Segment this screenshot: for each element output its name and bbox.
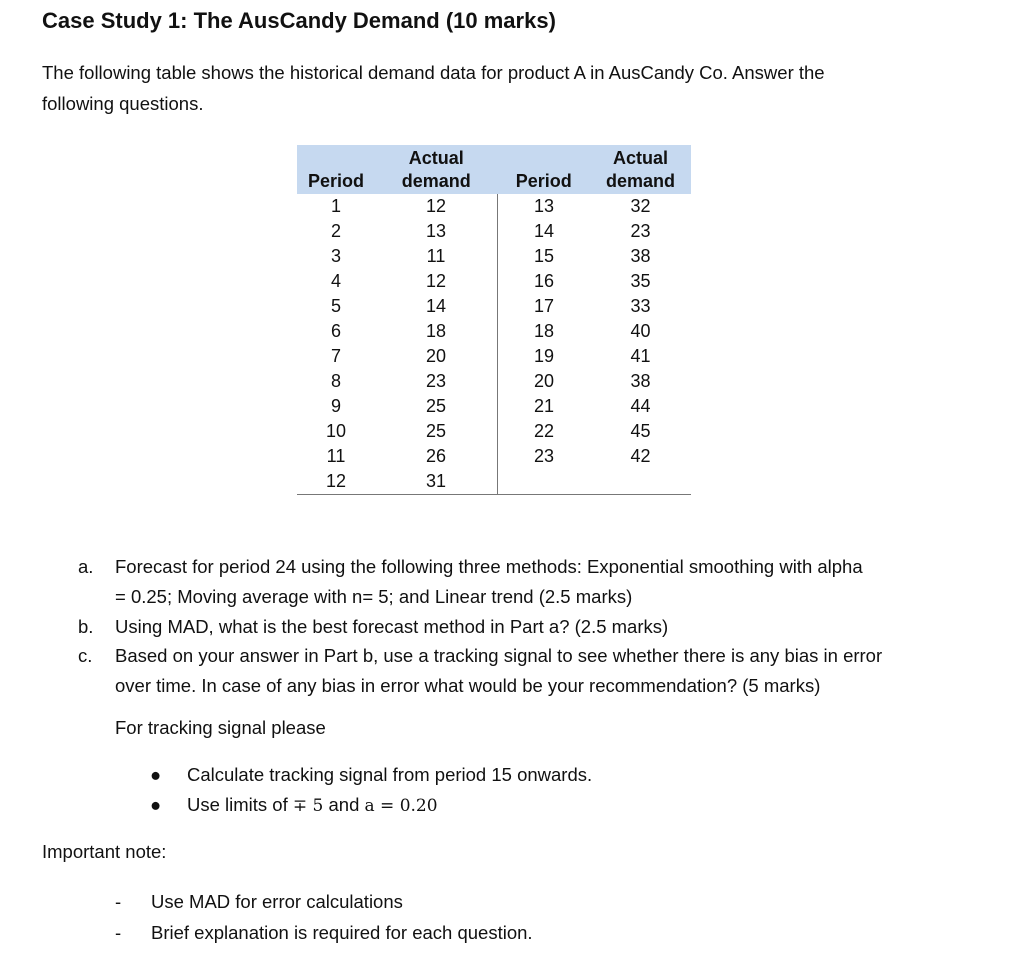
question-b-line-1: Using MAD, what is the best forecast method in Part a? (2.5 marks) (115, 616, 669, 637)
demand-cell: 35 (630, 271, 651, 291)
demand-cell: 25 (375, 419, 498, 444)
alpha-value: a = 0.20 (364, 796, 438, 816)
period-cell: 18 (533, 321, 555, 341)
period-cell: 21 (533, 396, 555, 416)
demand-cell: 40 (630, 321, 651, 341)
question-c-line-1: Based on your answer in Part b, use a tracking signal to see whether there is any bias in error (115, 645, 883, 666)
period-cell: 6 (330, 321, 341, 341)
note-2: Brief explanation is required for each question. (151, 922, 533, 943)
period-cell: 13 (533, 196, 555, 216)
table-row (297, 369, 691, 394)
period-cell: 7 (330, 346, 341, 366)
header-period-2: Period (498, 145, 591, 194)
table-row (297, 269, 691, 294)
demand-cell: 38 (630, 246, 651, 266)
tracking-intro: For tracking signal please (115, 717, 326, 738)
period-cell: 3 (330, 246, 341, 266)
demand-cell: 14 (375, 294, 498, 319)
demand-cell: 32 (630, 196, 651, 216)
intro-line-2: following questions. (42, 93, 204, 114)
demand-cell: 25 (375, 394, 498, 419)
question-a-line-2: = 0.25; Moving average with n= 5; and Linear trend (2.5 marks) (115, 586, 633, 607)
header-demand-1: Actual demand (375, 145, 498, 194)
demand-cell: 33 (630, 296, 651, 316)
bullet-icon: ● (150, 764, 162, 785)
period-cell: 19 (533, 346, 555, 366)
period-cell: 14 (533, 221, 555, 241)
period-cell (498, 469, 591, 495)
period-cell: 12 (297, 469, 375, 495)
demand-cell: 12 (375, 269, 498, 294)
bullet-1: Calculate tracking signal from period 15 onwards. (187, 764, 593, 785)
demand-cell: 18 (375, 319, 498, 344)
period-cell: 11 (326, 446, 346, 466)
period-cell: 20 (533, 371, 555, 391)
question-a-marker: a. (78, 556, 94, 577)
note-1: Use MAD for error calculations (151, 891, 403, 912)
table-row (297, 294, 691, 319)
limits-value: ∓ 5 (292, 796, 324, 816)
intro-line-1: The following table shows the historical demand data for product A in AusCandy Co. Answer the (42, 62, 825, 83)
demand-cell: 23 (375, 369, 498, 394)
period-cell: 22 (533, 421, 555, 441)
demand-cell: 20 (375, 344, 498, 369)
period-cell: 23 (533, 446, 555, 466)
header-period-1: Period (297, 145, 375, 194)
period-cell: 5 (330, 296, 341, 316)
demand-cell: 42 (630, 446, 651, 466)
period-cell: 17 (533, 296, 555, 316)
period-cell: 2 (330, 221, 341, 241)
question-b-marker: b. (78, 616, 94, 637)
dash-icon: - (115, 891, 122, 912)
demand-cell: 44 (630, 396, 651, 416)
header-demand-2: Actual demand (590, 145, 691, 194)
demand-cell: 31 (375, 469, 498, 495)
demand-cell: 38 (630, 371, 651, 391)
table-row (297, 419, 691, 444)
demand-cell: 41 (630, 346, 651, 366)
demand-cell: 45 (630, 421, 651, 441)
table-header-row (297, 145, 691, 194)
bullet-2 (187, 794, 438, 816)
table-row (297, 194, 691, 219)
table-row (297, 394, 691, 419)
table-row (297, 219, 691, 244)
table-row (297, 444, 691, 469)
period-cell: 15 (533, 246, 555, 266)
demand-cell: 26 (375, 444, 498, 469)
period-cell: 8 (330, 371, 341, 391)
period-cell: 1 (330, 196, 341, 216)
demand-cell: 12 (375, 194, 498, 219)
bullet-icon: ● (150, 794, 162, 815)
table-row (297, 244, 691, 269)
period-cell: 16 (533, 271, 555, 291)
demand-cell (590, 469, 691, 495)
bullet-2-text: Use limits of (187, 794, 288, 815)
page-title: Case Study 1: The AusCandy Demand (10 marks) (42, 8, 556, 33)
question-c-marker: c. (78, 645, 93, 666)
question-a-line-1: Forecast for period 24 using the following three methods: Exponential smoothing with alpha (115, 556, 863, 577)
demand-cell: 13 (375, 219, 498, 244)
table-row (297, 344, 691, 369)
demand-cell: 23 (630, 221, 651, 241)
question-c-line-2: over time. In case of any bias in error what would be your recommendation? (5 marks) (115, 675, 821, 696)
table-row (297, 319, 691, 344)
period-cell: 10 (325, 421, 347, 441)
table-row (297, 469, 691, 495)
period-cell: 9 (330, 396, 341, 416)
note-heading: Important note: (42, 841, 167, 862)
period-cell: 4 (330, 271, 341, 291)
demand-table (297, 145, 691, 495)
demand-cell: 11 (375, 244, 498, 269)
dash-icon: - (115, 922, 122, 943)
bullet-2-and: and (328, 794, 360, 815)
